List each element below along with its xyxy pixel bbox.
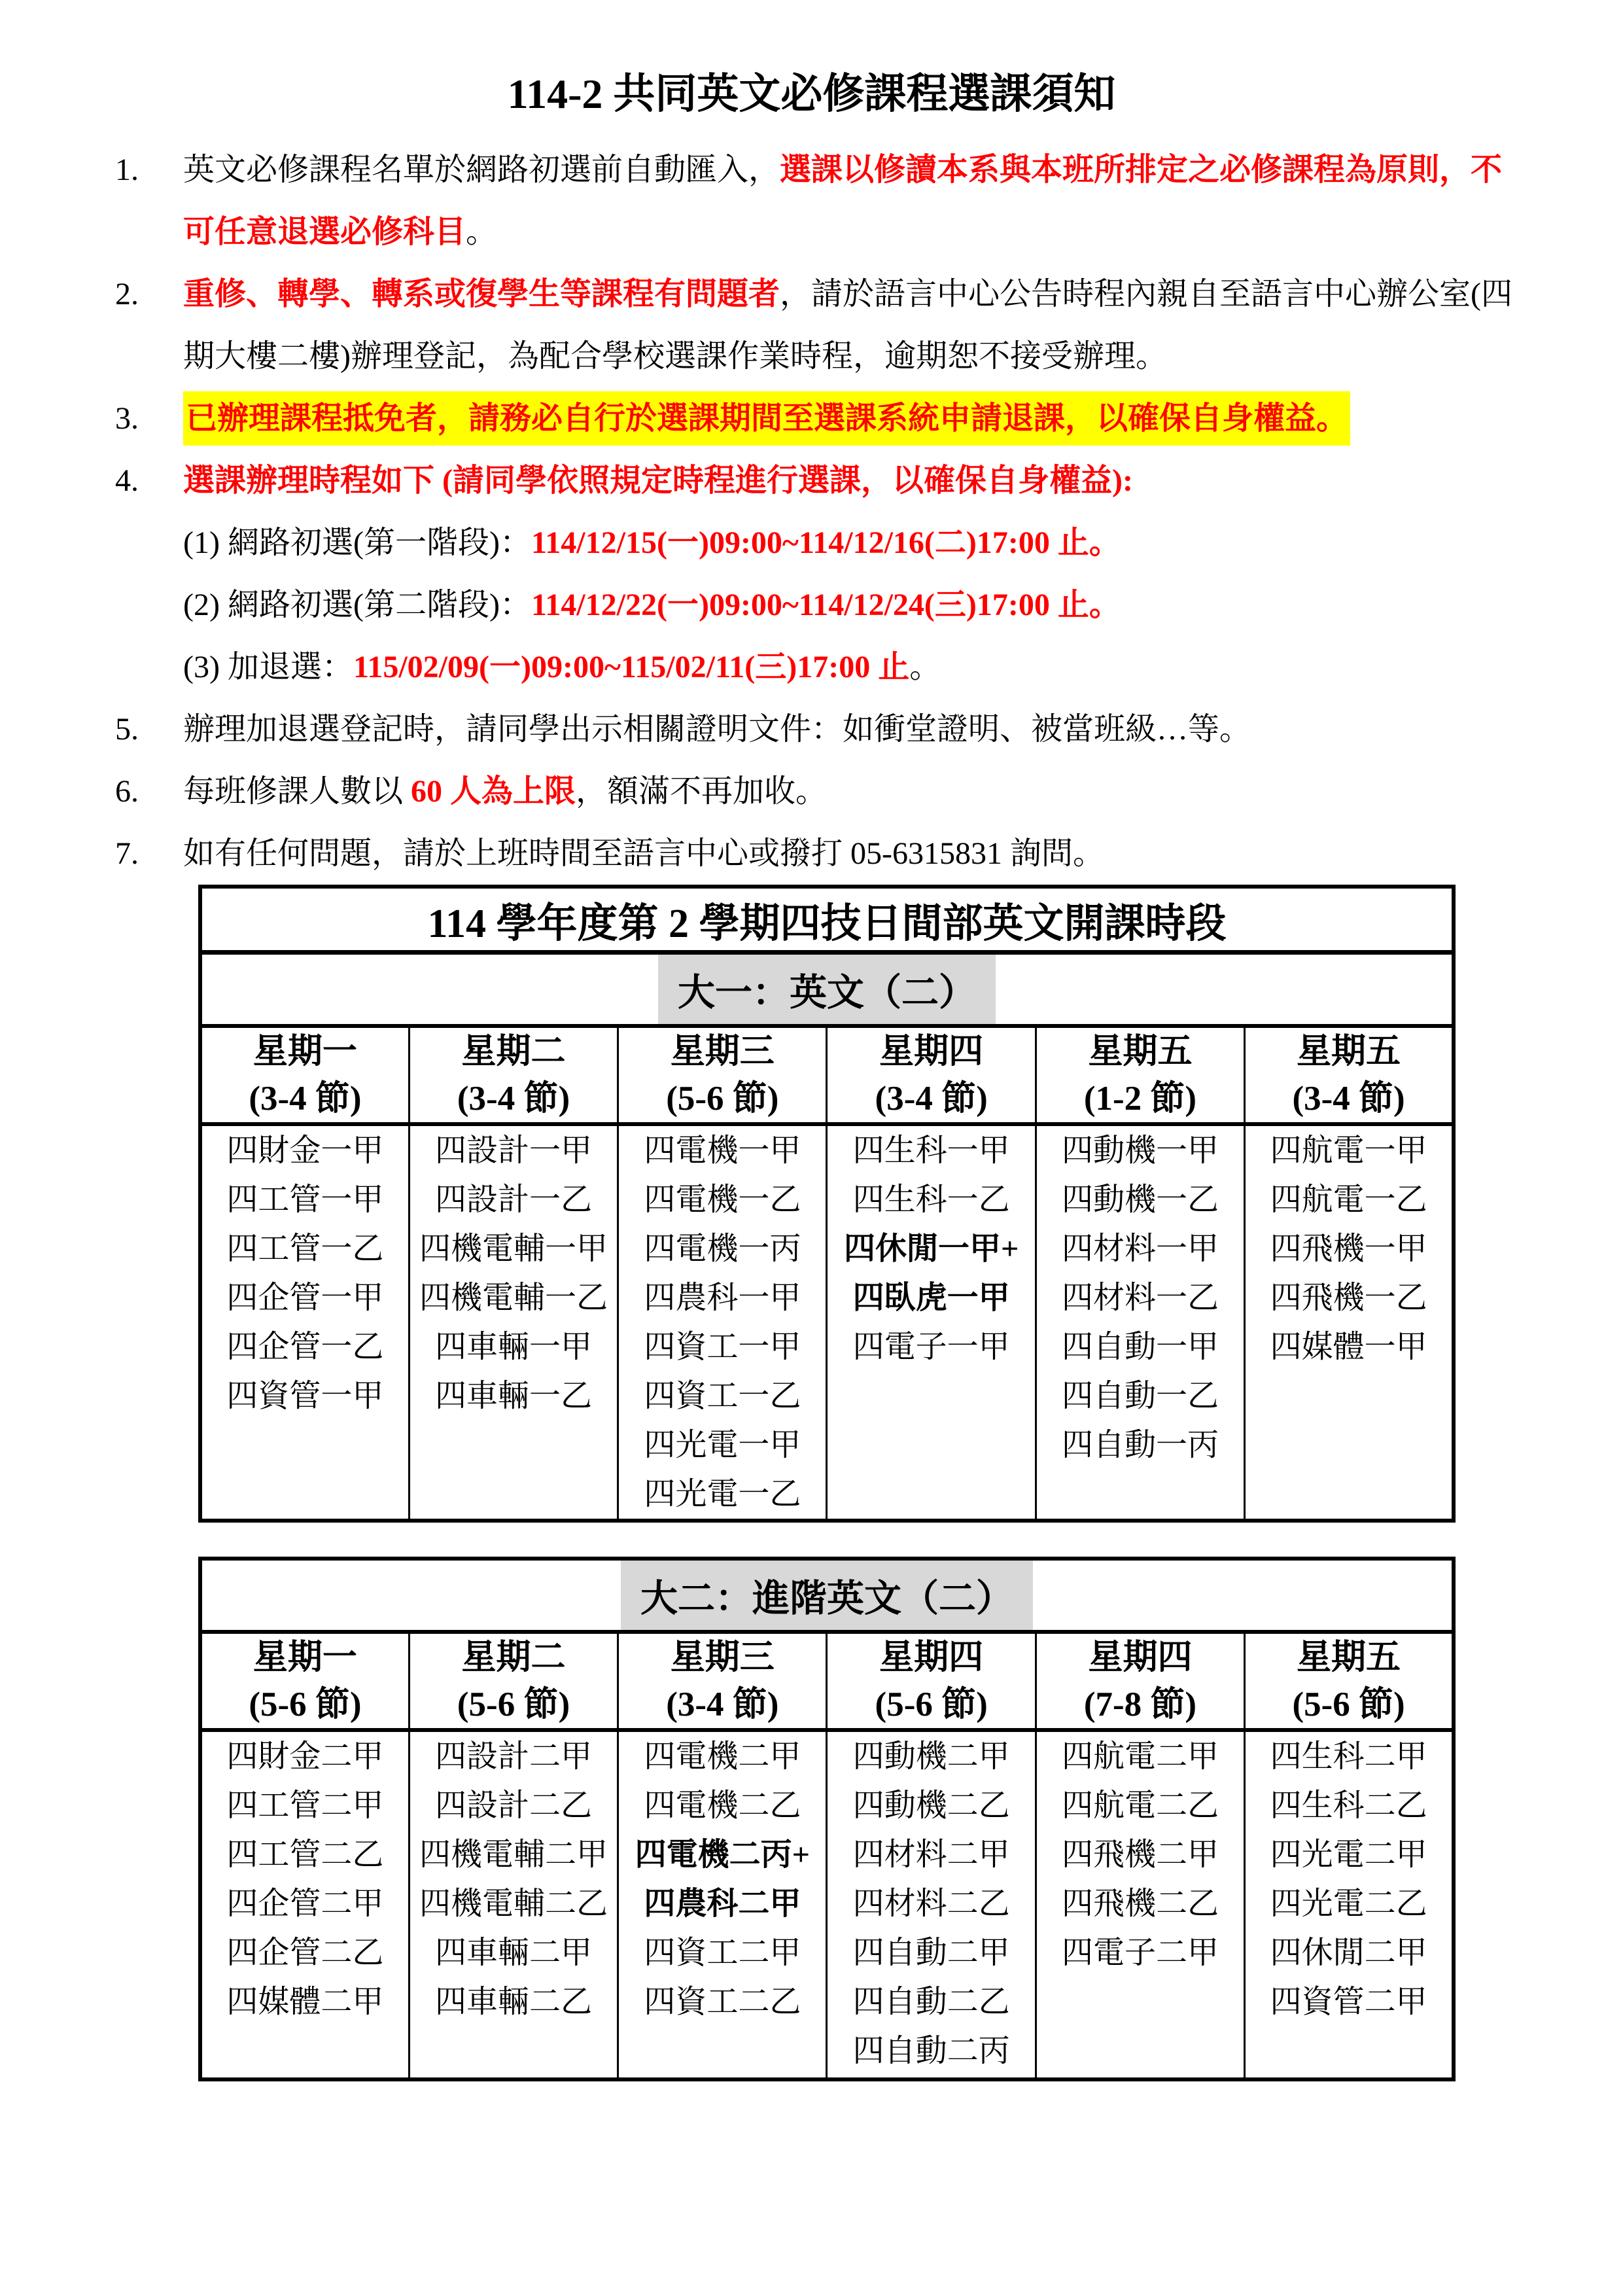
schedule-line-segment: 網路初選(第二階段)： bbox=[227, 588, 531, 622]
day-header bbox=[618, 1632, 827, 1730]
body-text: 。 bbox=[466, 215, 498, 249]
class-name: 四飛機一乙 bbox=[1270, 1280, 1427, 1315]
header-row bbox=[200, 1026, 1454, 1124]
class-name: 四休閒二甲 bbox=[1270, 1935, 1427, 1970]
schedule-line-segment: (1) bbox=[183, 525, 228, 560]
class-name: 四農科一甲 bbox=[644, 1280, 801, 1315]
day-label: 星期二 bbox=[461, 1033, 566, 1070]
class-name: 四光電二甲 bbox=[1270, 1837, 1427, 1872]
day-label: 星期五 bbox=[1297, 1033, 1401, 1070]
note-number: 7. bbox=[115, 836, 139, 871]
class-name: 四設計一甲 bbox=[434, 1133, 592, 1168]
class-list-cell bbox=[1245, 1730, 1454, 2079]
class-name: 四電機一甲 bbox=[644, 1133, 801, 1168]
day-label: 星期三 bbox=[670, 1033, 775, 1070]
schedule-line-segment: 加退選： bbox=[227, 650, 353, 684]
day-label: 星期四 bbox=[879, 1638, 984, 1676]
emphasis-text: 重修、轉學、轉系或復學生等課程有問題者 bbox=[183, 277, 780, 311]
emphasis-text: 60 人為上限 bbox=[411, 774, 576, 809]
period-label: (3-4 節) bbox=[249, 1080, 362, 1118]
class-name: 四航電一乙 bbox=[1270, 1182, 1427, 1217]
day-label: 星期四 bbox=[1088, 1638, 1193, 1676]
class-name: 四動機二甲 bbox=[852, 1739, 1010, 1774]
class-list-cell bbox=[200, 1730, 409, 2079]
class-name: 四生科一甲 bbox=[852, 1133, 1010, 1168]
schedule-line bbox=[183, 636, 1519, 698]
notes-list bbox=[0, 139, 1623, 885]
schedule-line bbox=[183, 574, 1519, 636]
period-label: (5-6 節) bbox=[249, 1686, 362, 1723]
day-header bbox=[200, 1632, 409, 1730]
class-name: 四飛機二甲 bbox=[1061, 1837, 1219, 1872]
day-header bbox=[827, 1632, 1036, 1730]
class-name: 四資工二甲 bbox=[644, 1935, 801, 1970]
note-item-7 bbox=[0, 822, 1623, 885]
emphasis-text: 選課辦理時程如下 (請同學依照規定時程進行選課，以確保自身權益): bbox=[183, 463, 1133, 498]
class-name: 四農科二甲 bbox=[644, 1886, 801, 1921]
day-header bbox=[618, 1026, 827, 1124]
note-number: 4. bbox=[115, 463, 139, 498]
period-label: (5-6 節) bbox=[457, 1686, 570, 1723]
header-row bbox=[200, 1632, 1454, 1730]
class-list-cell bbox=[618, 1730, 827, 2079]
class-name: 四車輛二甲 bbox=[434, 1935, 592, 1970]
period-label: (3-4 節) bbox=[1292, 1080, 1405, 1118]
class-name: 四自動二甲 bbox=[852, 1935, 1010, 1970]
class-name: 四企管一乙 bbox=[226, 1330, 384, 1364]
class-name: 四電機一丙 bbox=[644, 1231, 801, 1266]
day-header bbox=[1245, 1632, 1454, 1730]
class-name: 四資工一甲 bbox=[644, 1330, 801, 1364]
body-text: 英文必修課程名單於網路初選前自動匯入， bbox=[183, 152, 780, 187]
document-title: 114-2 共同英文必修課程選課須知 bbox=[507, 71, 1116, 117]
period-label: (5-6 節) bbox=[875, 1686, 988, 1723]
day-label: 星期五 bbox=[1297, 1638, 1401, 1676]
day-header bbox=[1036, 1632, 1244, 1730]
schedule-line-segment: 網路初選(第一階段)： bbox=[227, 525, 531, 560]
class-list-cell bbox=[409, 1730, 618, 2079]
class-name: 四電子二甲 bbox=[1061, 1935, 1219, 1970]
class-name: 四工管一乙 bbox=[226, 1231, 384, 1266]
class-name: 四電機一乙 bbox=[644, 1182, 801, 1217]
class-name: 四休閒一甲+ bbox=[843, 1231, 1019, 1266]
class-name: 四飛機一甲 bbox=[1270, 1231, 1427, 1266]
note-number: 6. bbox=[115, 774, 139, 809]
class-list-cell bbox=[1036, 1730, 1244, 2079]
day-label: 星期一 bbox=[253, 1638, 357, 1676]
class-name: 四財金二甲 bbox=[226, 1739, 384, 1774]
schedule-line-segment: 114/12/22(一)09:00~114/12/24(三)17:00 止。 bbox=[531, 588, 1121, 622]
class-name: 四資管二甲 bbox=[1270, 1985, 1427, 2019]
class-name: 四自動二乙 bbox=[852, 1985, 1010, 2019]
class-name: 四航電二乙 bbox=[1061, 1788, 1219, 1823]
class-name: 四航電二甲 bbox=[1061, 1739, 1219, 1774]
note-item-5 bbox=[0, 698, 1623, 760]
note-number: 5. bbox=[115, 712, 139, 747]
class-name: 四設計二乙 bbox=[434, 1788, 592, 1823]
class-name: 四自動一甲 bbox=[1061, 1330, 1219, 1364]
note-text bbox=[183, 450, 1519, 698]
day-header bbox=[409, 1026, 618, 1124]
class-name: 四工管一甲 bbox=[226, 1182, 384, 1217]
class-name: 四工管二乙 bbox=[226, 1837, 384, 1872]
class-name: 四機電輔二甲 bbox=[419, 1837, 608, 1872]
class-name: 四臥虎一甲 bbox=[852, 1280, 1010, 1315]
day-header bbox=[409, 1632, 618, 1730]
period-label: (3-4 節) bbox=[875, 1080, 988, 1118]
day-header bbox=[1036, 1026, 1244, 1124]
class-name: 四電機二甲 bbox=[644, 1739, 801, 1774]
note-number: 3. bbox=[115, 401, 139, 436]
body-text: ，請於語言中心公告時程內親自至語言中心辦公室(四期大樓二樓)辦理登記，為配合學校選課作業時程，逾期恕不接受辦理。 bbox=[183, 277, 1513, 374]
body-row bbox=[200, 1730, 1454, 2079]
class-name: 四設計二甲 bbox=[434, 1739, 592, 1774]
note-text bbox=[183, 139, 1519, 263]
period-label: (5-6 節) bbox=[1292, 1686, 1405, 1723]
table-title-row bbox=[200, 887, 1454, 953]
note-text bbox=[183, 698, 1519, 760]
note-text bbox=[183, 263, 1519, 387]
note-text bbox=[183, 387, 1519, 450]
period-label: (3-4 節) bbox=[457, 1080, 570, 1118]
class-name: 四電機二丙+ bbox=[635, 1837, 810, 1872]
class-name: 四材料二乙 bbox=[852, 1886, 1010, 1921]
class-name: 四媒體二甲 bbox=[226, 1985, 384, 2019]
body-text: 每班修課人數以 bbox=[183, 774, 411, 809]
class-name: 四企管二甲 bbox=[226, 1886, 384, 1921]
schedule-table-subtitle: 大二：進階英文（二） bbox=[621, 1561, 1033, 1630]
day-header bbox=[827, 1026, 1036, 1124]
class-name: 四工管二甲 bbox=[226, 1788, 384, 1823]
day-header bbox=[1245, 1026, 1454, 1124]
class-name: 四自動一乙 bbox=[1061, 1379, 1219, 1413]
schedule-line bbox=[183, 512, 1519, 574]
note-item-3 bbox=[0, 387, 1623, 450]
day-label: 星期二 bbox=[461, 1638, 566, 1676]
note-item-4 bbox=[0, 450, 1623, 698]
class-name: 四資管一甲 bbox=[226, 1379, 384, 1413]
class-name: 四資工二乙 bbox=[644, 1985, 801, 2019]
class-name: 四光電一甲 bbox=[644, 1428, 801, 1462]
table-subtitle-row bbox=[200, 953, 1454, 1027]
class-name: 四生科二甲 bbox=[1270, 1739, 1427, 1774]
note-number: 2. bbox=[115, 277, 139, 311]
class-list-cell bbox=[827, 1730, 1036, 2079]
class-name: 四財金一甲 bbox=[226, 1133, 384, 1168]
class-name: 四光電一乙 bbox=[644, 1477, 801, 1511]
class-name: 四機電輔二乙 bbox=[419, 1886, 608, 1921]
period-label: (5-6 節) bbox=[666, 1080, 779, 1118]
period-label: (1-2 節) bbox=[1083, 1080, 1197, 1118]
class-name: 四材料一甲 bbox=[1061, 1231, 1219, 1266]
period-label: (7-8 節) bbox=[1083, 1686, 1197, 1723]
class-name: 四材料一乙 bbox=[1061, 1280, 1219, 1315]
day-header bbox=[200, 1026, 409, 1124]
body-text: 如有任何問題，請於上班時間至語言中心或撥打 05-6315831 詢問。 bbox=[183, 836, 1104, 871]
note-item-6 bbox=[0, 760, 1623, 822]
class-name: 四資工一乙 bbox=[644, 1379, 801, 1413]
class-name: 四企管一甲 bbox=[226, 1280, 384, 1315]
body-text: 辦理加退選登記時，請同學出示相關證明文件：如衝堂證明、被當班級…等。 bbox=[183, 712, 1251, 747]
table-subtitle-row bbox=[200, 1559, 1454, 1632]
period-label: (3-4 節) bbox=[666, 1686, 779, 1723]
body-row bbox=[200, 1124, 1454, 1521]
note-item-1 bbox=[0, 139, 1623, 263]
emphasis-text: 選課以修讀本系與本班所排定之必修課程為原則，不可任意退選必修科目 bbox=[183, 152, 1503, 249]
emphasis-text: 已辦理課程抵免者，請務必自行於選課期間至選課系統申請退課，以確保自身權益。 bbox=[183, 391, 1350, 446]
schedule-table-title: 114 學年度第 2 學期四技日間部英文開課時段 bbox=[200, 887, 1454, 953]
class-name: 四動機二乙 bbox=[852, 1788, 1010, 1823]
table-gap bbox=[0, 1523, 1623, 1557]
class-name: 四自動一丙 bbox=[1061, 1428, 1219, 1462]
class-name: 四設計一乙 bbox=[434, 1182, 592, 1217]
class-name: 四自動二丙 bbox=[852, 2034, 1010, 2068]
day-label: 星期四 bbox=[879, 1033, 984, 1070]
class-list-cell bbox=[1245, 1124, 1454, 1521]
class-name: 四企管二乙 bbox=[226, 1935, 384, 1970]
note-item-2 bbox=[0, 263, 1623, 387]
class-name: 四電機二乙 bbox=[644, 1788, 801, 1823]
class-name: 四機電輔一乙 bbox=[419, 1280, 608, 1315]
class-list-cell bbox=[200, 1124, 409, 1521]
schedule-line-segment: 。 bbox=[909, 650, 941, 684]
class-name: 四飛機二乙 bbox=[1061, 1886, 1219, 1921]
class-name: 四機電輔一甲 bbox=[419, 1231, 608, 1266]
class-list-cell bbox=[1036, 1124, 1244, 1521]
body-text: ，額滿不再加收。 bbox=[576, 774, 828, 809]
class-name: 四媒體一甲 bbox=[1270, 1330, 1427, 1364]
note-text bbox=[183, 760, 1519, 822]
note-number: 1. bbox=[115, 152, 139, 187]
class-name: 四生科一乙 bbox=[852, 1182, 1010, 1217]
schedule-line-segment: (2) bbox=[183, 588, 228, 622]
class-name: 四電子一甲 bbox=[852, 1330, 1010, 1364]
class-name: 四動機一乙 bbox=[1061, 1182, 1219, 1217]
day-label: 星期一 bbox=[253, 1033, 357, 1070]
class-name: 四生科二乙 bbox=[1270, 1788, 1427, 1823]
day-label: 星期三 bbox=[670, 1638, 775, 1676]
class-name: 四航電一甲 bbox=[1270, 1133, 1427, 1168]
schedule-line-segment: 115/02/09(一)09:00~115/02/11(三)17:00 止 bbox=[353, 650, 910, 684]
day-label: 星期五 bbox=[1088, 1033, 1193, 1070]
schedule-table-sophomore bbox=[198, 1557, 1456, 2081]
class-name: 四車輛一甲 bbox=[434, 1330, 592, 1364]
class-list-cell bbox=[618, 1124, 827, 1521]
schedule-table-freshman bbox=[198, 885, 1456, 1523]
class-name: 四動機一甲 bbox=[1061, 1133, 1219, 1168]
class-list-cell bbox=[409, 1124, 618, 1521]
schedule-line-segment: (3) bbox=[183, 650, 228, 684]
class-name: 四車輛二乙 bbox=[434, 1985, 592, 2019]
class-name: 四車輛一乙 bbox=[434, 1379, 592, 1413]
schedule-table-subtitle: 大一：英文（二） bbox=[658, 955, 996, 1024]
class-name: 四材料二甲 bbox=[852, 1837, 1010, 1872]
note-text bbox=[183, 822, 1519, 885]
class-list-cell bbox=[827, 1124, 1036, 1521]
class-name: 四光電二乙 bbox=[1270, 1886, 1427, 1921]
schedule-line-segment: 114/12/15(一)09:00~114/12/16(二)17:00 止。 bbox=[531, 525, 1121, 560]
